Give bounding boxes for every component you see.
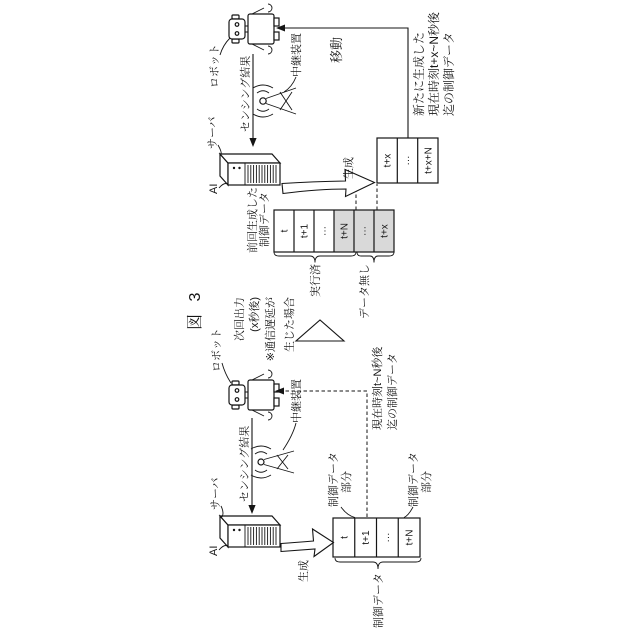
robot-foot-left [274,32,279,40]
portion-label-line-1: 制御データ [408,452,420,507]
sent-note-line-2: 迄の制御データ [387,353,399,430]
table-cell: ··· [383,532,394,543]
sensing-arrowhead [249,138,256,147]
control-data-table [333,518,420,557]
prev-label-line-1: 前回生成した [247,187,259,253]
table-cell: ··· [403,155,414,166]
server-led-1 [233,529,235,531]
normal-scene [208,328,433,628]
robot-eye-left [235,32,239,36]
table-cell: t [279,229,291,233]
antenna-mast [264,451,294,473]
robot-foot-left [274,398,279,406]
ai-server-icon [220,154,280,185]
portion-lead-line [404,507,413,518]
robot-label: ロボット [211,328,223,372]
new-note-line-3: 迄の制御データ [442,31,456,116]
robot-body [248,380,274,410]
relay-label-lead-line [283,423,296,450]
robot-head [229,385,245,405]
sensing-label: センシング結果 [240,55,252,132]
ai-server-icon [220,516,280,547]
ai-label: AI [208,545,220,556]
table-cell: t+1 [361,530,372,545]
robot-eye-right [235,389,239,393]
antenna-top [260,98,266,104]
robot-foot-right [274,18,279,26]
robot-body [248,14,274,44]
table-cell: t+1 [299,223,311,239]
relay-antenna-icon [253,85,296,117]
new-note-line-1: 新たに生成した [412,31,426,116]
table-brace [335,558,421,569]
new-note-line-2: 現在時刻t+x~N秒後 [427,11,441,116]
portion-label-line-2: 部分 [341,471,353,493]
table-cell: t+x+N [423,147,435,174]
sent-note-line-1: 現在時刻t~N秒後 [372,346,384,430]
antenna-mast [266,88,296,114]
robot-head [229,19,245,39]
table-cell: ··· [319,226,331,236]
server-led-2 [238,167,240,169]
prev-label-line-2: 制御データ [259,192,271,247]
transition-note [232,297,296,361]
figure-title: 図 3 [187,288,204,330]
robot-eye-right [235,23,239,27]
ai-label: AI [208,183,220,194]
relay-label: 中継装置 [291,33,303,77]
robot-ear-right [232,381,239,385]
transition-line-2: (x秒後) [249,297,261,332]
table-cell: t+N [404,529,416,546]
sensing-arrowhead [248,505,255,514]
server-led-1 [233,167,235,169]
transition-line-4: 生じた場合 [284,297,296,352]
transition-line-3: ※通信遅延が [265,297,277,362]
transition-triangle-arrow [296,320,344,341]
table-cell: t+x [382,153,394,168]
robot-label-lead-line [222,363,231,383]
portion-label-2 [404,452,433,518]
table-cell: t+N [339,223,351,239]
portion-label-line-2: 部分 [421,471,433,493]
portion-label-line-1: 制御データ [328,452,340,507]
antenna-top [258,459,264,465]
relay-antenna-icon [251,446,294,478]
sensing-label: センシング結果 [239,425,251,502]
table-cell: ··· [359,226,371,236]
server-led-2 [238,529,240,531]
previous-control-data-table [274,210,394,252]
table-brace-label: 制御データ [373,573,385,628]
table-cell: t+x [379,224,391,238]
robot-icon [229,4,279,54]
generate-arrow [282,170,375,197]
robot-state-label: 移動 [329,36,344,63]
server-label: サーバ [207,116,219,149]
new-control-data-table [377,138,438,183]
robot-label-lead-line [220,38,230,55]
generate-label: 生成 [298,560,310,582]
relay-label: 中継装置 [291,379,303,423]
server-side-face [220,516,280,525]
table-cell: t [339,536,351,539]
portion-label-1 [326,452,355,518]
robot-label: ロボット [209,44,221,88]
executed-brace [274,252,356,263]
generate-label: 生成 [343,157,355,179]
server-label: サーバ [210,477,222,510]
no-data-label: データ無し [359,264,371,319]
transition-line-1: 次回出力 [234,297,246,341]
delay-scene [207,4,456,319]
server-side-face [220,154,280,163]
generate-arrow [281,529,334,557]
portion-lead-line [341,507,355,518]
executed-label: 実行済 [310,264,322,297]
robot-icon [229,370,279,420]
robot-eye-left [235,398,239,402]
new-data-connector [285,28,408,138]
no-data-brace [357,252,394,263]
